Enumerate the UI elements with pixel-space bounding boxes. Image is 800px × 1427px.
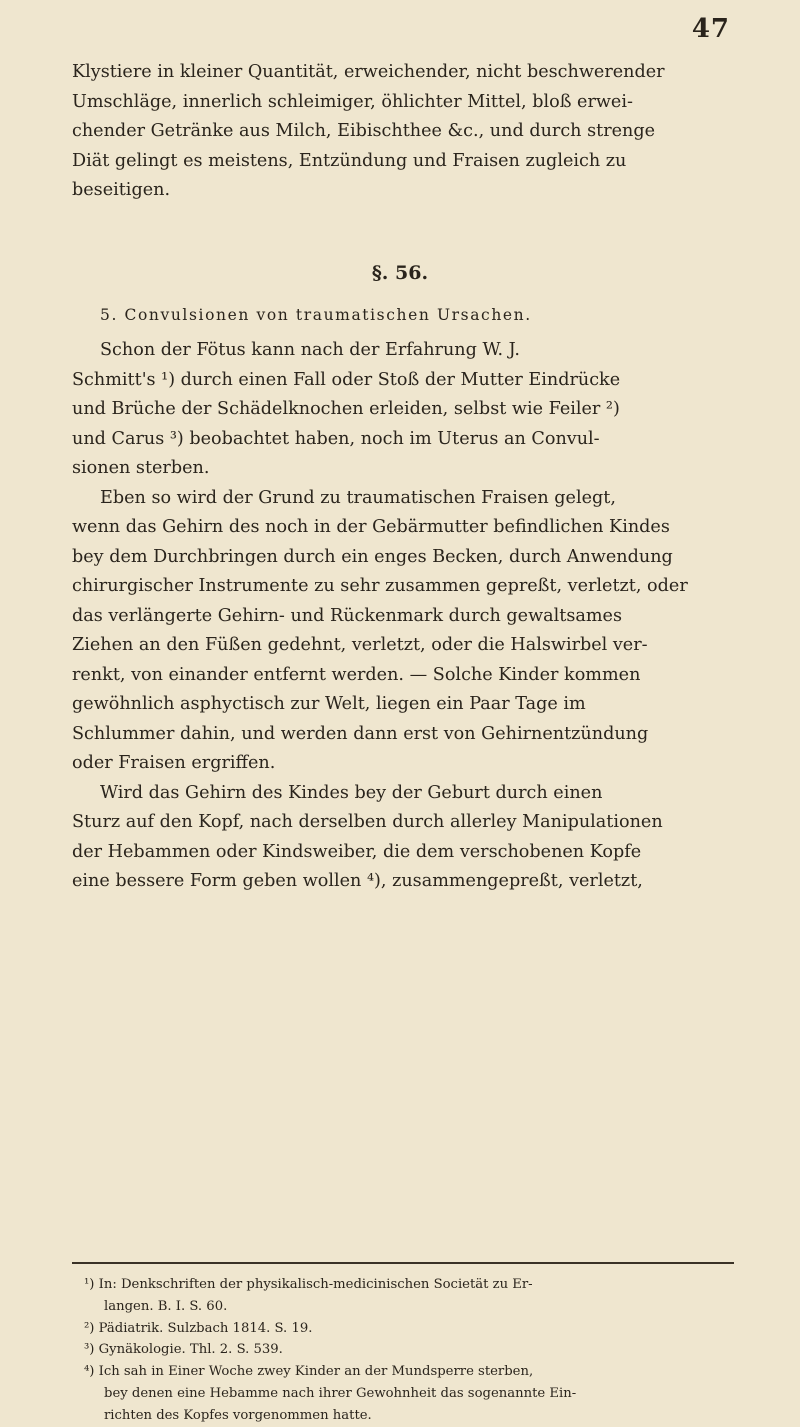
footnote-line: ¹) In: Denkschriften der physikalisch-medicinischen Societät zu Er-: [84, 1277, 533, 1292]
text-line: Eben so wird der Grund zu traumatischen Fraisen gelegt,: [100, 487, 616, 508]
section-title: §. 56.: [371, 262, 429, 284]
footnote-line: bey denen eine Hebamme nach ihrer Gewohnheit das sogenannte Ein-: [104, 1385, 577, 1401]
text-line: und Brüche der Schädelknochen erleiden, selbst wie Feiler ²): [72, 399, 620, 419]
text-line: chender Getränke aus Milch, Eibischthee &c., und durch strenge: [72, 121, 656, 141]
text-line: Klystiere in kleiner Quantität, erweichender, nicht beschwerender: [72, 62, 665, 82]
text-line: Wird das Gehirn des Kindes bey der Geburt durch einen: [100, 782, 603, 803]
text-line: Ziehen an den Füßen gedehnt, verletzt, oder die Halswirbel ver-: [72, 635, 648, 655]
text-line: sionen sterben.: [72, 458, 210, 478]
text-line: beseitigen.: [72, 180, 171, 200]
text-line: Sturz auf den Kopf, nach derselben durch allerley Manipulationen: [72, 812, 663, 832]
intro-paragraph: [72, 58, 732, 206]
text-line: gewöhnlich asphyctisch zur Welt, liegen ein Paar Tage im: [72, 694, 586, 714]
text-line: oder Fraisen ergriffen.: [72, 753, 276, 773]
text-line: wenn das Gehirn des noch in der Gebärmutter befindlichen Kindes: [72, 517, 670, 537]
text-line: chirurgischer Instrumente zu sehr zusammen gepreßt, verletzt, oder: [72, 576, 688, 596]
text-line: Diät gelingt es meistens, Entzündung und Fraisen zugleich zu: [72, 150, 627, 171]
text-line: Schon der Fötus kann nach der Erfahrung W. J.: [100, 340, 520, 360]
text-line: Umschläge, innerlich schleimiger, öhlichter Mittel, bloß erwei-: [72, 91, 633, 112]
section-subtitle: 5. Convulsionen von traumatischen Ursachen.: [100, 306, 532, 324]
footnote-line: langen. B. I. S. 60.: [104, 1298, 228, 1314]
text-line: Schmitt's ¹) durch einen Fall oder Stoß der Mutter Eindrücke: [72, 369, 621, 390]
text-line: Schlummer dahin, und werden dann erst von Gehirnentzündung: [72, 723, 649, 744]
page-number: 47: [691, 14, 730, 44]
footnote-line: ²) Pädiatrik. Sulzbach 1814. S. 19.: [84, 1320, 313, 1336]
footnote-divider: [72, 1262, 734, 1264]
text-line: eine bessere Form geben wollen ⁴), zusammengepreßt, verletzt,: [72, 871, 643, 891]
footnote-line: ³) Gynäkologie. Thl. 2. S. 539.: [84, 1342, 283, 1358]
footnote-line: richten des Kopfes vorgenommen hatte.: [104, 1407, 372, 1423]
footnote-line: ⁴) Ich sah in Einer Woche zwey Kinder an der Mundsperre sterben,: [84, 1364, 534, 1380]
text-line: das verlängerte Gehirn- und Rückenmark durch gewaltsames: [72, 605, 622, 626]
text-line: renkt, von einander entfernt werden. — Solche Kinder kommen: [72, 664, 641, 685]
text-line: und Carus ³) beobachtet haben, noch im Uterus an Convul-: [72, 428, 600, 449]
footnotes: [84, 1274, 734, 1427]
text-line: der Hebammen oder Kindsweiber, die dem verschobenen Kopfe: [72, 841, 642, 862]
body-text: [72, 336, 732, 897]
text-line: bey dem Durchbringen durch ein enges Becken, durch Anwendung: [72, 546, 673, 567]
